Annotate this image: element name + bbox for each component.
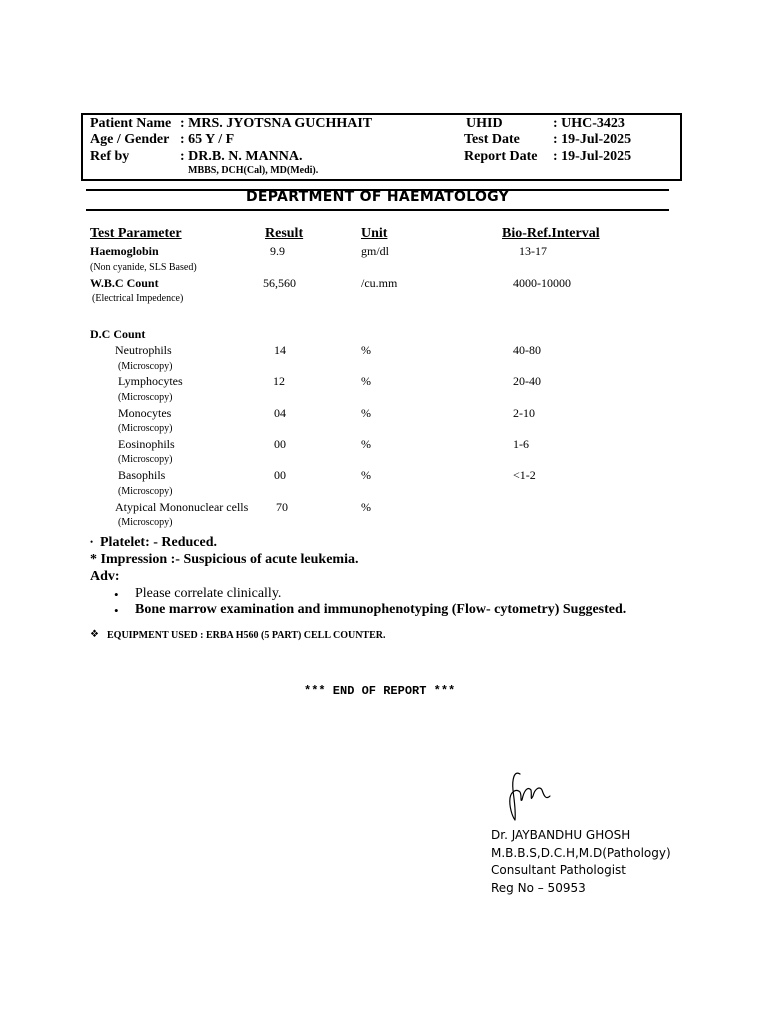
dc-eosinophils-method: (Microscopy) (118, 454, 173, 465)
dc-neutrophils-name: Neutrophils (115, 343, 172, 357)
hb-name: Haemoglobin (90, 244, 159, 258)
test-date-label: Test Date (464, 132, 520, 147)
dc-monocytes-name: Monocytes (118, 406, 172, 420)
impression-note: * Impression :- Suspicious of acute leukemia. (90, 552, 359, 567)
wbc-ref: 4000-10000 (513, 276, 571, 290)
report-date-value: : 19-Jul-2025 (553, 149, 632, 164)
dc-lymphocytes-ref: 20-40 (513, 374, 541, 388)
doctor-qualification: M.B.B.S,D.C.H,M.D(Pathology) (491, 846, 671, 860)
doctor-reg-no: Reg No – 50953 (491, 881, 586, 895)
dc-monocytes-ref: 2-10 (513, 406, 535, 420)
dc-basophils-method: (Microscopy) (118, 486, 173, 497)
hb-result: 9.9 (270, 244, 285, 258)
header-result: Result (265, 226, 304, 241)
hb-ref: 13-17 (519, 244, 547, 258)
doctor-signature (500, 766, 560, 826)
dc-basophils-ref: <1-2 (513, 468, 536, 482)
department-bottom-rule (86, 209, 669, 211)
dc-eosinophils-ref: 1-6 (513, 437, 529, 451)
ref-qualification: MBBS, DCH(Cal), MD(Medi). (188, 165, 319, 176)
dc-basophils-name: Basophils (118, 468, 166, 482)
wbc-method: (Electrical Impedence) (92, 293, 184, 304)
dc-neutrophils-method: (Microscopy) (118, 361, 173, 372)
dc-lymphocytes-result: 12 (273, 374, 285, 388)
end-of-report: *** END OF REPORT *** (304, 684, 456, 698)
header-unit: Unit (361, 226, 388, 241)
dc-monocytes-method: (Microscopy) (118, 423, 173, 434)
wbc-unit: /cu.mm (361, 276, 398, 290)
dc-eosinophils-unit: % (361, 437, 371, 451)
advice-item-2: Bone marrow examination and immunophenotyping (Flow- cytometry) Suggested. (135, 602, 627, 617)
advice-label: Adv: (90, 569, 120, 584)
age-gender-value: : 65 Y / F (180, 132, 235, 147)
platelet-bullet: • (90, 537, 94, 547)
equipment-bullet-icon: ❖ (90, 629, 99, 640)
dc-monocytes-result: 04 (274, 406, 286, 420)
platelet-note: Platelet: - Reduced. (100, 535, 218, 550)
advice-item-1: Please correlate clinically. (135, 586, 282, 601)
dc-atypical-method: (Microscopy) (118, 517, 173, 528)
dc-lymphocytes-name: Lymphocytes (118, 374, 183, 388)
header-test-parameter: Test Parameter (90, 226, 182, 241)
header-bio-ref-interval: Bio-Ref.Interval (502, 226, 600, 241)
dc-eosinophils-name: Eosinophils (118, 437, 175, 451)
test-date-value: : 19-Jul-2025 (553, 132, 632, 147)
dc-atypical-name: Atypical Mononuclear cells (115, 500, 249, 514)
dc-monocytes-unit: % (361, 406, 371, 420)
report-date-label: Report Date (464, 149, 538, 164)
dc-basophils-unit: % (361, 468, 371, 482)
advice-bullet-2: • (114, 603, 119, 618)
wbc-name: W.B.C Count (90, 276, 159, 290)
hb-unit: gm/dl (361, 244, 390, 258)
uhid-value: : UHC-3423 (553, 116, 625, 131)
department-title: DEPARTMENT OF HAEMATOLOGY (246, 189, 510, 205)
age-gender-label: Age / Gender (90, 132, 170, 147)
dc-eosinophils-result: 00 (274, 437, 286, 451)
dc-lymphocytes-unit: % (361, 374, 371, 388)
dc-neutrophils-ref: 40-80 (513, 343, 541, 357)
dc-count-title: D.C Count (90, 327, 146, 341)
ref-by-value: : DR.B. N. MANNA. (180, 149, 303, 164)
patient-name-value: : MRS. JYOTSNA GUCHHAIT (180, 116, 373, 131)
dc-neutrophils-unit: % (361, 343, 371, 357)
patient-name-label: Patient Name (90, 116, 172, 131)
uhid-label: UHID (466, 116, 503, 131)
doctor-name: Dr. JAYBANDHU GHOSH (491, 828, 631, 842)
dc-neutrophils-result: 14 (274, 343, 286, 357)
dc-atypical-result: 70 (276, 500, 288, 514)
wbc-result: 56,560 (263, 276, 296, 290)
dc-basophils-result: 00 (274, 468, 286, 482)
ref-by-label: Ref by (90, 149, 130, 164)
hb-method: (Non cyanide, SLS Based) (90, 262, 197, 273)
doctor-title: Consultant Pathologist (491, 863, 626, 877)
dc-atypical-unit: % (361, 500, 371, 514)
equipment-used: EQUIPMENT USED : ERBA H560 (5 PART) CELL COUNTER. (107, 630, 386, 641)
advice-bullet-1: • (114, 587, 119, 602)
dc-lymphocytes-method: (Microscopy) (118, 392, 173, 403)
